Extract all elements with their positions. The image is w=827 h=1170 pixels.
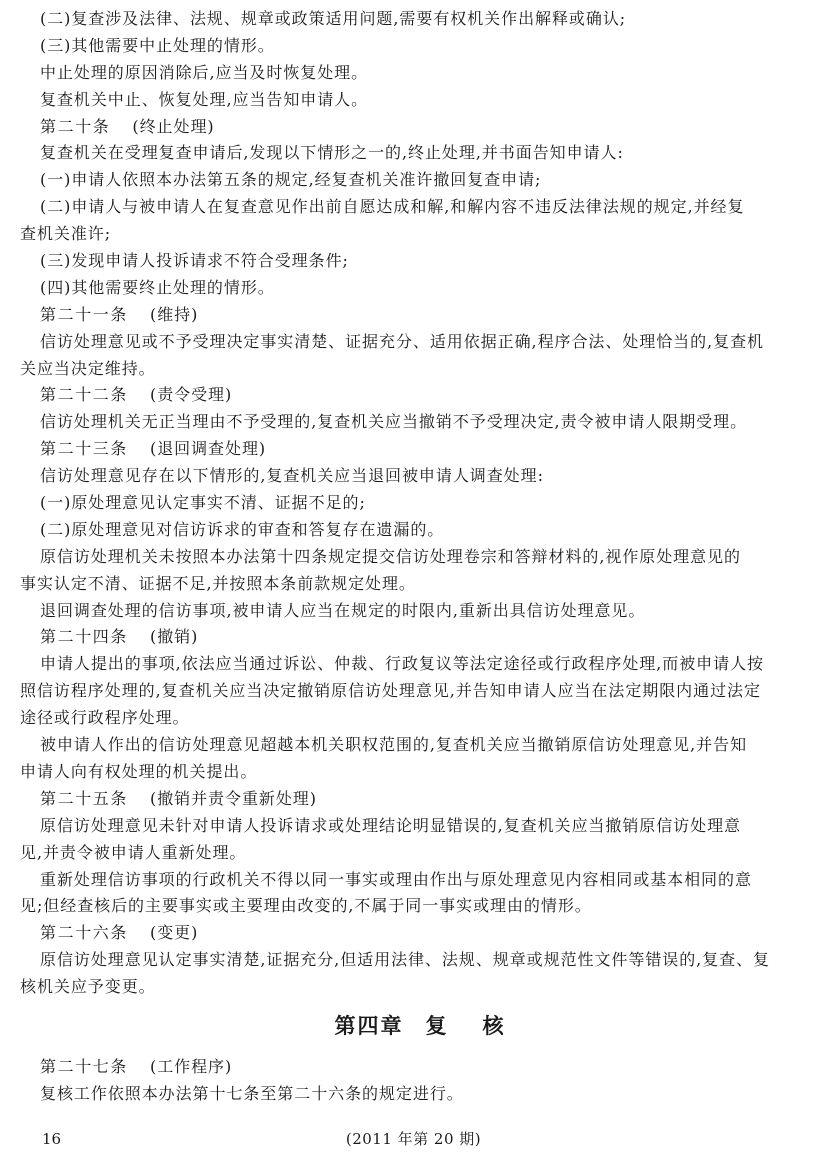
article-title: (退回调查处理)	[150, 439, 267, 459]
article-title: (撤销)	[150, 627, 199, 647]
text-line: 复查机关中止、恢复处理,应当告知申请人。	[40, 89, 369, 109]
text-line: (二)原处理意见对信访诉求的审查和答复存在遗漏的。	[40, 519, 445, 539]
article-number: 第二十三条	[40, 439, 129, 459]
text-line: 原信访处理机关未按照本办法第十四条规定提交信访处理卷宗和答辩材料的,视作原处理意见的	[40, 546, 741, 566]
article-heading	[20, 624, 820, 651]
text-line: 事实认定不清、证据不足,并按照本条前款规定处理。	[20, 573, 416, 593]
text-line: 查机关准许;	[20, 224, 112, 244]
article-title: (变更)	[150, 923, 199, 943]
text-line: 中止处理的原因消除后,应当及时恢复处理。	[40, 62, 369, 82]
text-line: (二)申请人与被申请人在复查意见作出前自愿达成和解,和解内容不违反法律法规的规定,并经复	[40, 197, 745, 217]
text-line: 被申请人作出的信访处理意见超越本机关职权范围的,复查机关应当撤销原信访处理意见,并告知	[40, 735, 748, 755]
chapter-heading	[20, 1011, 820, 1041]
text-line: 复核工作依照本办法第十七条至第二十六条的规定进行。	[40, 1083, 464, 1103]
article-heading	[20, 786, 820, 813]
page-content	[20, 6, 820, 1108]
article-heading	[20, 382, 820, 409]
text-line: 重新处理信访事项的行政机关不得以同一事实或理由作出与原处理意见内容相同或基本相同的意	[40, 869, 752, 889]
article-heading	[20, 302, 820, 329]
article-number: 第二十六条	[40, 923, 129, 943]
article-heading	[20, 436, 820, 463]
text-line: 见;但经查核后的主要事实或主要理由改变的,不属于同一事实或理由的情形。	[20, 896, 592, 916]
text-line: (四)其他需要终止处理的情形。	[40, 277, 275, 297]
text-line: 退回调查处理的信访事项,被申请人应当在规定的时限内,重新出具信访处理意见。	[40, 600, 646, 620]
article-number: 第二十五条	[40, 788, 129, 808]
page-number: 16	[42, 1130, 62, 1148]
article-heading	[20, 920, 820, 947]
article-title: (工作程序)	[150, 1056, 233, 1076]
text-line: 核机关应予变更。	[20, 977, 156, 997]
article-title: (撤销并责令重新处理)	[150, 788, 317, 808]
text-line: 见,并责令被申请人重新处理。	[20, 842, 247, 862]
article-title: (维持)	[150, 304, 199, 324]
text-line: 途径或行政程序处理。	[20, 708, 190, 728]
chapter-title-char: 复	[425, 1013, 449, 1038]
article-number: 第二十一条	[40, 304, 129, 324]
text-line: 信访处理机关无正当理由不予受理的,复查机关应当撤销不予受理决定,责令被申请人限期受理。	[40, 412, 748, 432]
chapter-title-char: 核	[482, 1013, 506, 1038]
text-line: (三)发现申请人投诉请求不符合受理条件;	[40, 251, 349, 271]
text-line: (一)申请人依照本办法第五条的规定,经复查机关准许撤回复查申请;	[40, 170, 542, 190]
article-heading	[20, 114, 820, 141]
text-line: 信访处理意见或不予受理决定事实清楚、证据充分、适用依据正确,程序合法、处理恰当的,复查机	[40, 331, 764, 351]
text-line: 复查机关在受理复查申请后,发现以下情形之一的,终止处理,并书面告知申请人:	[40, 143, 624, 163]
page-footer	[0, 1127, 827, 1151]
article-number: 第二十二条	[40, 385, 129, 405]
article-number: 第二十四条	[40, 627, 129, 647]
text-line: 信访处理意见存在以下情形的,复查机关应当退回被申请人调查处理:	[40, 466, 544, 486]
text-line: 原信访处理意见认定事实清楚,证据充分,但适用法律、法规、规章或规范性文件等错误的,复查、复	[40, 950, 771, 970]
text-line: 照信访程序处理的,复查机关应当决定撤销原信访处理意见,并告知申请人应当在法定期限内通过法定	[20, 681, 761, 701]
article-number: 第二十七条	[40, 1056, 129, 1076]
text-line: 关应当决定维持。	[20, 358, 156, 378]
article-title: (责令受理)	[150, 385, 233, 405]
text-line: (二)复查涉及法律、法规、规章或政策适用问题,需要有权机关作出解释或确认;	[40, 9, 627, 28]
text-line: 申请人提出的事项,依法应当通过诉讼、仲裁、行政复议等法定途径或行政程序处理,而被申请人按	[40, 654, 764, 674]
chapter-number: 第四章	[334, 1013, 404, 1038]
article-heading	[20, 1054, 820, 1081]
text-line: 申请人向有权处理的机关提出。	[20, 761, 258, 781]
text-line: (一)原处理意见认定事实不清、证据不足的;	[40, 493, 366, 513]
article-number: 第二十条	[40, 116, 111, 136]
article-title: (终止处理)	[132, 116, 215, 136]
text-line: (三)其他需要中止处理的情形。	[40, 35, 275, 55]
issue-label: (2011 年第 20 期)	[345, 1130, 482, 1148]
text-line: 原信访处理意见未针对申请人投诉请求或处理结论明显错误的,复查机关应当撤销原信访处理意	[40, 815, 741, 835]
